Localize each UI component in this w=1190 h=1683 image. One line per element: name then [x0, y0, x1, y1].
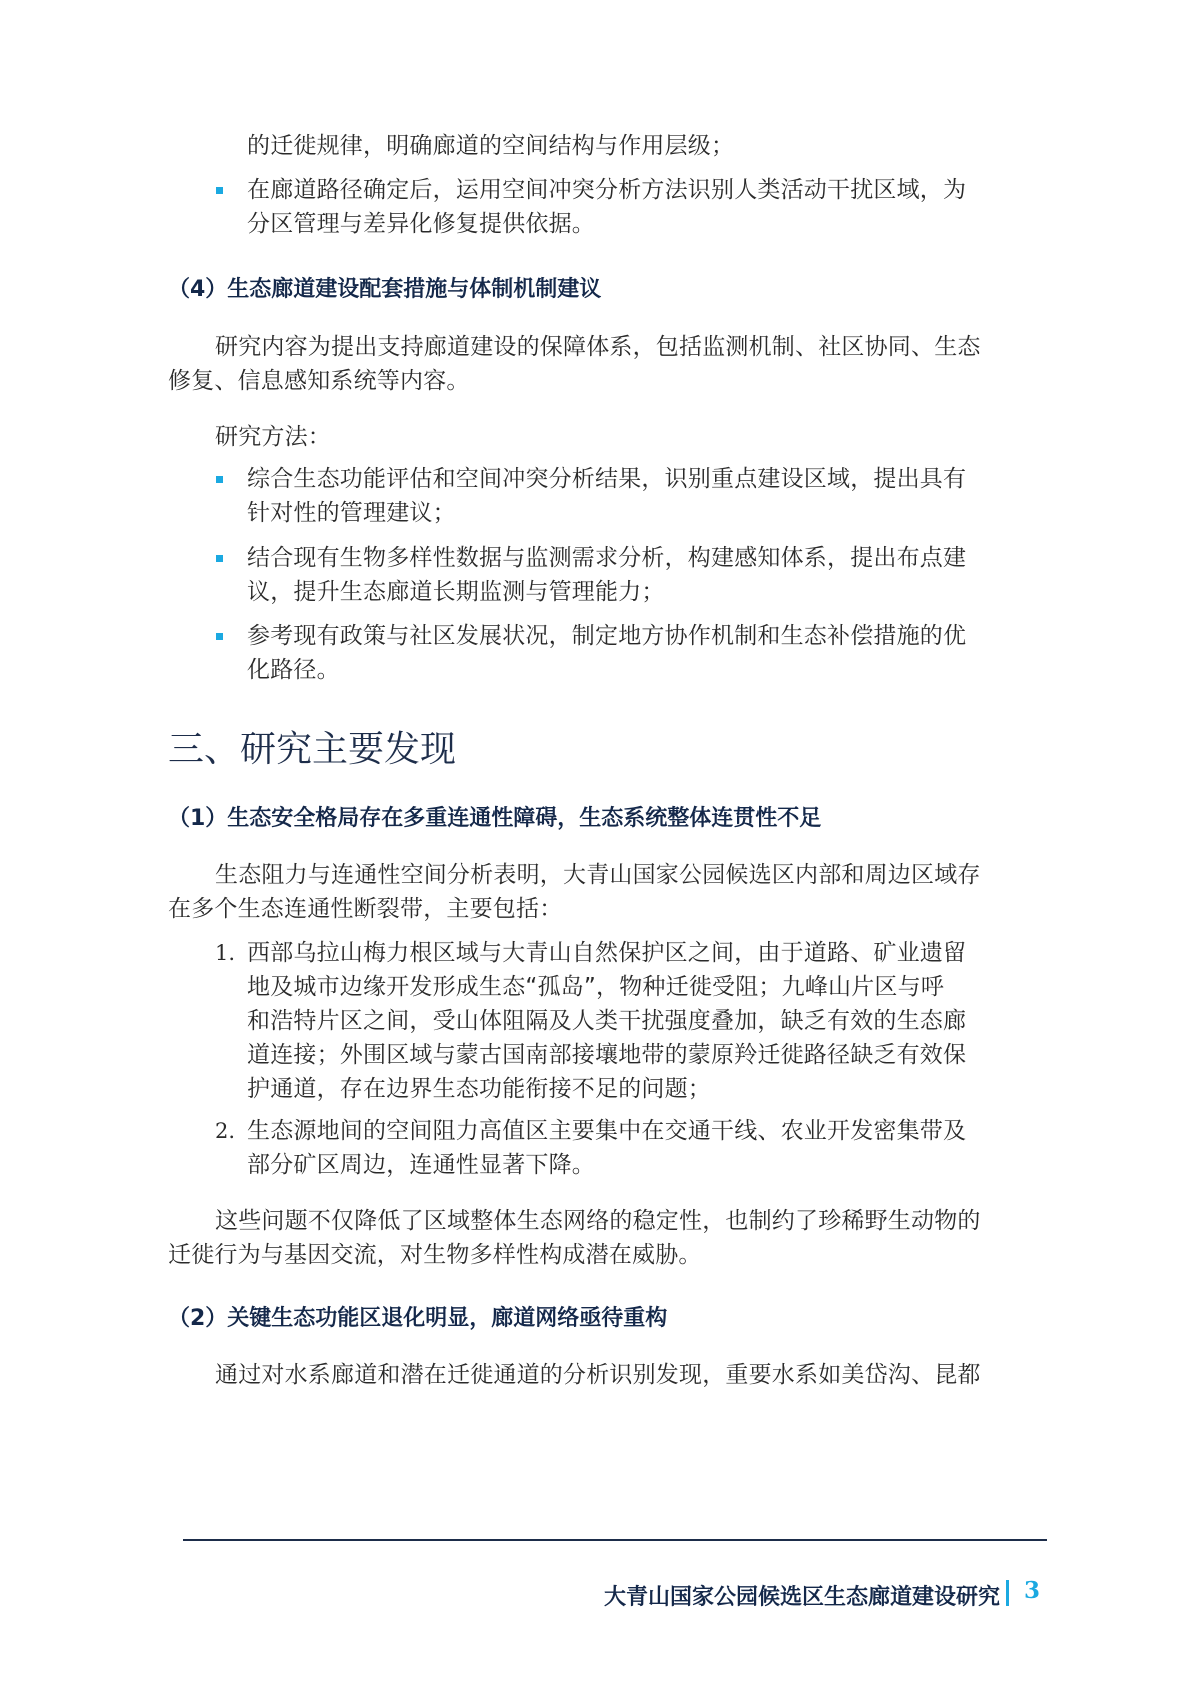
footer-separator — [1006, 1580, 1009, 1606]
list-number: 2. — [215, 1119, 236, 1143]
paragraph-line: 生态阻力与连通性空间分析表明，大青山国家公园候选区内部和周边区域存 — [215, 862, 981, 888]
list-item-line: 和浩特片区之间，受山体阻隔及人类干扰强度叠加，缺乏有效的生态廊 — [247, 1008, 967, 1034]
list-item-line: 西部乌拉山梅力根区域与大青山自然保护区之间，由于道路、矿业遗留 — [247, 940, 967, 966]
bullet-square-icon — [216, 555, 223, 562]
bullet-text-line: 参考现有政策与社区发展状况，制定地方协作机制和生态补偿措施的优 — [247, 623, 967, 649]
paragraph-line: 在多个生态连通性断裂带，主要包括： — [168, 896, 563, 922]
bullet-text-line: 化路径。 — [247, 657, 340, 683]
bullet-square-icon — [216, 633, 223, 640]
bullet-text-line: 结合现有生物多样性数据与监测需求分析，构建感知体系，提出布点建 — [247, 545, 967, 571]
list-item-line: 护通道，存在边界生态功能衔接不足的问题； — [247, 1076, 711, 1102]
paragraph-line: 通过对水系廊道和潜在迁徙通道的分析识别发现，重要水系如美岱沟、昆都 — [215, 1362, 981, 1388]
list-item-line: 生态源地间的空间阻力高值区主要集中在交通干线、农业开发密集带及 — [247, 1118, 967, 1144]
bullet-text-line: 议，提升生态廊道长期监测与管理能力； — [247, 579, 665, 605]
list-number: 1. — [215, 941, 236, 965]
paragraph-line: 研究内容为提出支持廊道建设的保障体系，包括监测机制、社区协同、生态 — [215, 334, 981, 360]
bullet-text-line: 分区管理与差异化修复提供依据。 — [247, 211, 595, 237]
bullet-text-line: 在廊道路径确定后，运用空间冲突分析方法识别人类活动干扰区域，为 — [247, 177, 967, 203]
paragraph-line: 迁徙行为与基因交流，对生物多样性构成潜在威胁。 — [168, 1242, 702, 1268]
section-title: 三、研究主要发现 — [168, 729, 457, 770]
subsection-heading: （4）生态廊道建设配套措施与体制机制建议 — [168, 277, 602, 302]
bullet-text-line: 综合生态功能评估和空间冲突分析结果，识别重点建设区域，提出具有 — [247, 466, 967, 492]
subsection-heading: （1）生态安全格局存在多重连通性障碍，生态系统整体连贯性不足 — [168, 806, 822, 831]
bullet-square-icon — [216, 476, 223, 483]
page-number: 3 — [1024, 1577, 1041, 1604]
methods-label: 研究方法： — [215, 424, 331, 450]
paragraph-line: 这些问题不仅降低了区域整体生态网络的稳定性，也制约了珍稀野生动物的 — [215, 1208, 981, 1234]
bullet-text-line: 针对性的管理建议； — [247, 500, 456, 526]
paragraph-line: 修复、信息感知系统等内容。 — [168, 368, 470, 394]
bullet-continuation-line: 的迁徙规律，明确廊道的空间结构与作用层级； — [247, 133, 735, 159]
footer-divider — [183, 1539, 1047, 1541]
footer-report-title: 大青山国家公园候选区生态廊道建设研究 — [603, 1585, 1000, 1610]
subsection-heading: （2）关键生态功能区退化明显，廊道网络亟待重构 — [168, 1306, 668, 1331]
list-item-line: 部分矿区周边，连通性显著下降。 — [247, 1152, 595, 1178]
list-item-line: 地及城市边缘开发形成生态“孤岛”，物种迁徙受阻；九峰山片区与呼 — [247, 974, 945, 1000]
bullet-square-icon — [216, 187, 223, 194]
list-item-line: 道连接；外围区域与蒙古国南部接壤地带的蒙原羚迁徙路径缺乏有效保 — [247, 1042, 967, 1068]
